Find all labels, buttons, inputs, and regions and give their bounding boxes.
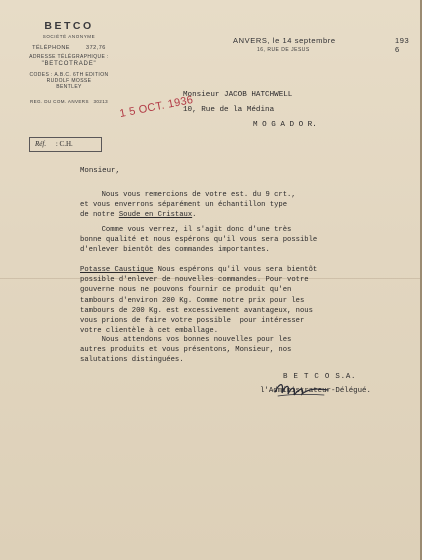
sender-address: 16, RUE DE JESUS (257, 47, 310, 53)
received-date-stamp: 1 5 OCT. 1936 (118, 93, 195, 121)
p3-line-7: votre clientèle à cet emballage. (80, 327, 219, 336)
salutation: Monsieur, (80, 167, 120, 175)
p3-line-3: gouverne nous ne pouvons fournir ce produit qu'en (80, 286, 292, 295)
recipient-street: 10, Rue de la Médina (183, 106, 275, 114)
telephone-line (8, 45, 130, 51)
reference-value: : C.H. (55, 140, 73, 148)
date-text: ANVERS, le 14 septembre (233, 36, 336, 45)
p4-line-3: salutations distinguées. (80, 356, 184, 365)
recipient-name: Monsieur JACOB HATCHWELL (183, 91, 293, 99)
registry-label: REG. DU COM. ANVERS (29, 98, 89, 104)
p4-line-2: autres produits et vous présentons, Monsieur, nos (80, 346, 292, 355)
reference-box (29, 137, 102, 152)
letterhead (8, 20, 130, 104)
p2-line-1: Comme vous verrez, il s'agit donc d'une très (80, 226, 292, 234)
p1-line-2: et vous enverrons séparément un échantillon type (80, 201, 288, 210)
p3-line-2: possible d'enlever de nouvelles commandes. Pour votre (80, 276, 309, 285)
company-name: BETCO (44, 20, 94, 32)
registry-line (8, 99, 130, 104)
codes-line-1: CODES : A.B.C. 6TH EDITION (29, 71, 109, 78)
codes-line-2: RUDOLF MOSSE (46, 78, 92, 84)
telegraphic-label: ADRESSE TÉLÉGRAPHIQUE : (29, 54, 109, 60)
p3-line-5: tambours de 200 Kg. est excessivement avantageux, nous (80, 306, 313, 315)
company-subtitle: SOCIÉTÉ ANONYME (42, 34, 96, 39)
p3-line-1: Nous espérons qu'il vous sera bientôt (153, 266, 318, 274)
recipient-block (183, 88, 317, 133)
date-year: 193 6 (395, 36, 410, 54)
p3-line-6: vous prions de faire votre possible pour intéresser (80, 317, 305, 326)
p4-line-1: Nous attendons vos bonnes nouvelles pour les (80, 336, 292, 344)
telephone-label: TÉLÉPHONE (32, 45, 70, 51)
closing-title: l'Administrateur-Délégué. (260, 387, 371, 395)
telephone-number: 372,76 (86, 45, 106, 51)
codes-line-3: BENTLEY (56, 84, 82, 91)
paragraph-1 (80, 190, 296, 221)
handwritten-signature (272, 378, 332, 400)
p3-line-4: tambours d'environ 200 Kg. Comme notre prix pour les (80, 296, 305, 305)
p2-line-2: bonne qualité et nous espérons qu'il vous sera possible (80, 236, 318, 245)
p1-line-3-post: . (192, 211, 197, 220)
paragraph-4 (80, 335, 291, 366)
registry-number: 30213 (93, 98, 109, 104)
closing-company: B E T C O S.A. (283, 373, 357, 381)
paragraph-2 (80, 225, 317, 256)
product-potasse: Potasse Caustique (80, 266, 154, 274)
p1-line-3-pre: de notre (80, 211, 119, 220)
telegraphic-value: "BETCOTRADE" (41, 61, 97, 68)
p1-line-1: Nous vous remercions de votre est. du 9 crt., (80, 191, 296, 199)
product-soude: Soude en Cristaux (118, 211, 193, 220)
recipient-city: M O G A D O R. (253, 121, 317, 129)
reference-label: Réf. (35, 140, 47, 148)
p2-line-3: d'enlever bientôt des commandes importantes. (80, 246, 270, 255)
paragraph-3 (80, 265, 317, 336)
